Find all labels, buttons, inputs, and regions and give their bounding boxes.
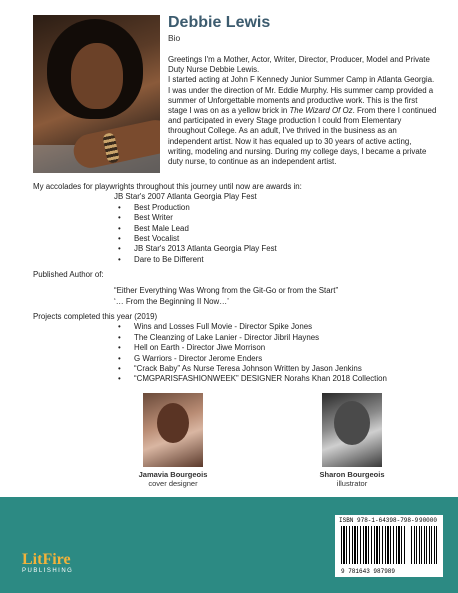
fest-2013: • JB Star's 2013 Atlanta Georgia Play Fest — [114, 244, 443, 254]
accolades-heading: My accolades for playwrights throughout this journey until now are awards in: — [33, 182, 302, 191]
addon-text: 90000 — [418, 517, 437, 524]
illustrator-photo — [322, 393, 382, 467]
bio-text — [168, 55, 438, 167]
list-item: • Best Male Lead — [114, 224, 443, 234]
bio-p1-title: The Wizard Of Oz — [289, 106, 353, 116]
author-name: Debbie Lewis — [168, 14, 271, 31]
projects-section — [33, 312, 443, 385]
list-item: • Dare to Be Different — [114, 255, 443, 265]
isbn-barcode — [335, 515, 443, 577]
illustrator-credit — [287, 470, 417, 488]
list-item: • Wins and Losses Full Movie - Director Spike Jones — [114, 322, 443, 332]
published-work: ‘… From the Beginning II Now…’ — [114, 296, 229, 306]
list-item: • Hell on Earth - Director Jiwe Morrison — [114, 343, 443, 353]
credit-role: illustrator — [336, 479, 368, 488]
cover-designer-credit — [108, 470, 238, 488]
fest-2007: JB Star's 2007 Atlanta Georgia Play Fest — [114, 192, 257, 202]
bio-p1-end: . From there I continued and participated in every Stage production I could from Elementary throughout College. As an adult, I've thrived in the business as an independent artist. Now it has equaled up to 30 years of active acting, writing, modeling and nursing. During my college days, I became a private duty nurse, to continue as an independent artist. — [168, 106, 437, 167]
bio-intro: Greetings I'm a Mother, Actor, Writer, Director, Producer, Model and Private Duty Nurse Debbie Lewis. — [168, 55, 430, 75]
bio-p1-start: I started acting at John F Kennedy Junior Summer Camp in Atlanta Georgia. I was under the direction of Mr. Eddie Murphy. His summer camp provided a summer of Unforgettable moments and productive work. This is the first stage I was on as a yellow brick in — [168, 75, 435, 116]
credit-role: cover designer — [148, 479, 198, 488]
projects-list — [33, 322, 443, 384]
credit-name: Jamavia Bourgeois — [138, 470, 208, 479]
barcode-addon — [411, 526, 437, 564]
publisher-logo — [22, 552, 73, 574]
credit-name: Sharon Bourgeois — [319, 470, 385, 479]
list-item: • Best Production — [114, 203, 443, 213]
bio-paragraph — [168, 75, 438, 167]
barcode-bars — [341, 526, 405, 564]
logo-main: LitFire — [22, 551, 71, 568]
cover-designer-photo — [143, 393, 203, 467]
published-heading: Published Author of: — [33, 270, 104, 279]
published-work: “Either Everything Was Wrong from the Git-Go or from the Start” — [114, 286, 339, 296]
awards-2007-list — [114, 203, 443, 265]
projects-heading: Projects completed this year (2019) — [33, 312, 158, 321]
published-section — [33, 270, 443, 307]
isbn-text: ISBN 978-1-64398-798-9 — [339, 517, 419, 524]
barcode-digits: 9 781643 987989 — [341, 568, 396, 575]
list-item: • Best Vocalist — [114, 234, 443, 244]
list-item: • “Crack Baby” As Nurse Teresa Johnson Written by Jason Jenkins — [114, 364, 443, 374]
list-item: • The Cleanzing of Lake Lanier - Director Jibril Haynes — [114, 333, 443, 343]
portrait-face — [71, 43, 123, 109]
author-portrait — [33, 15, 160, 173]
list-item: • “CMGPARISFASHIONWEEK” DESIGNER Norahs Khan 2018 Collection — [114, 374, 443, 384]
list-item: • G Warriors - Director Jerome Enders — [114, 354, 443, 364]
list-item: • Best Writer — [114, 213, 443, 223]
logo-sub: PUBLISHING — [22, 568, 74, 574]
accolades-section — [33, 182, 443, 265]
bio-label: Bio — [168, 33, 181, 43]
